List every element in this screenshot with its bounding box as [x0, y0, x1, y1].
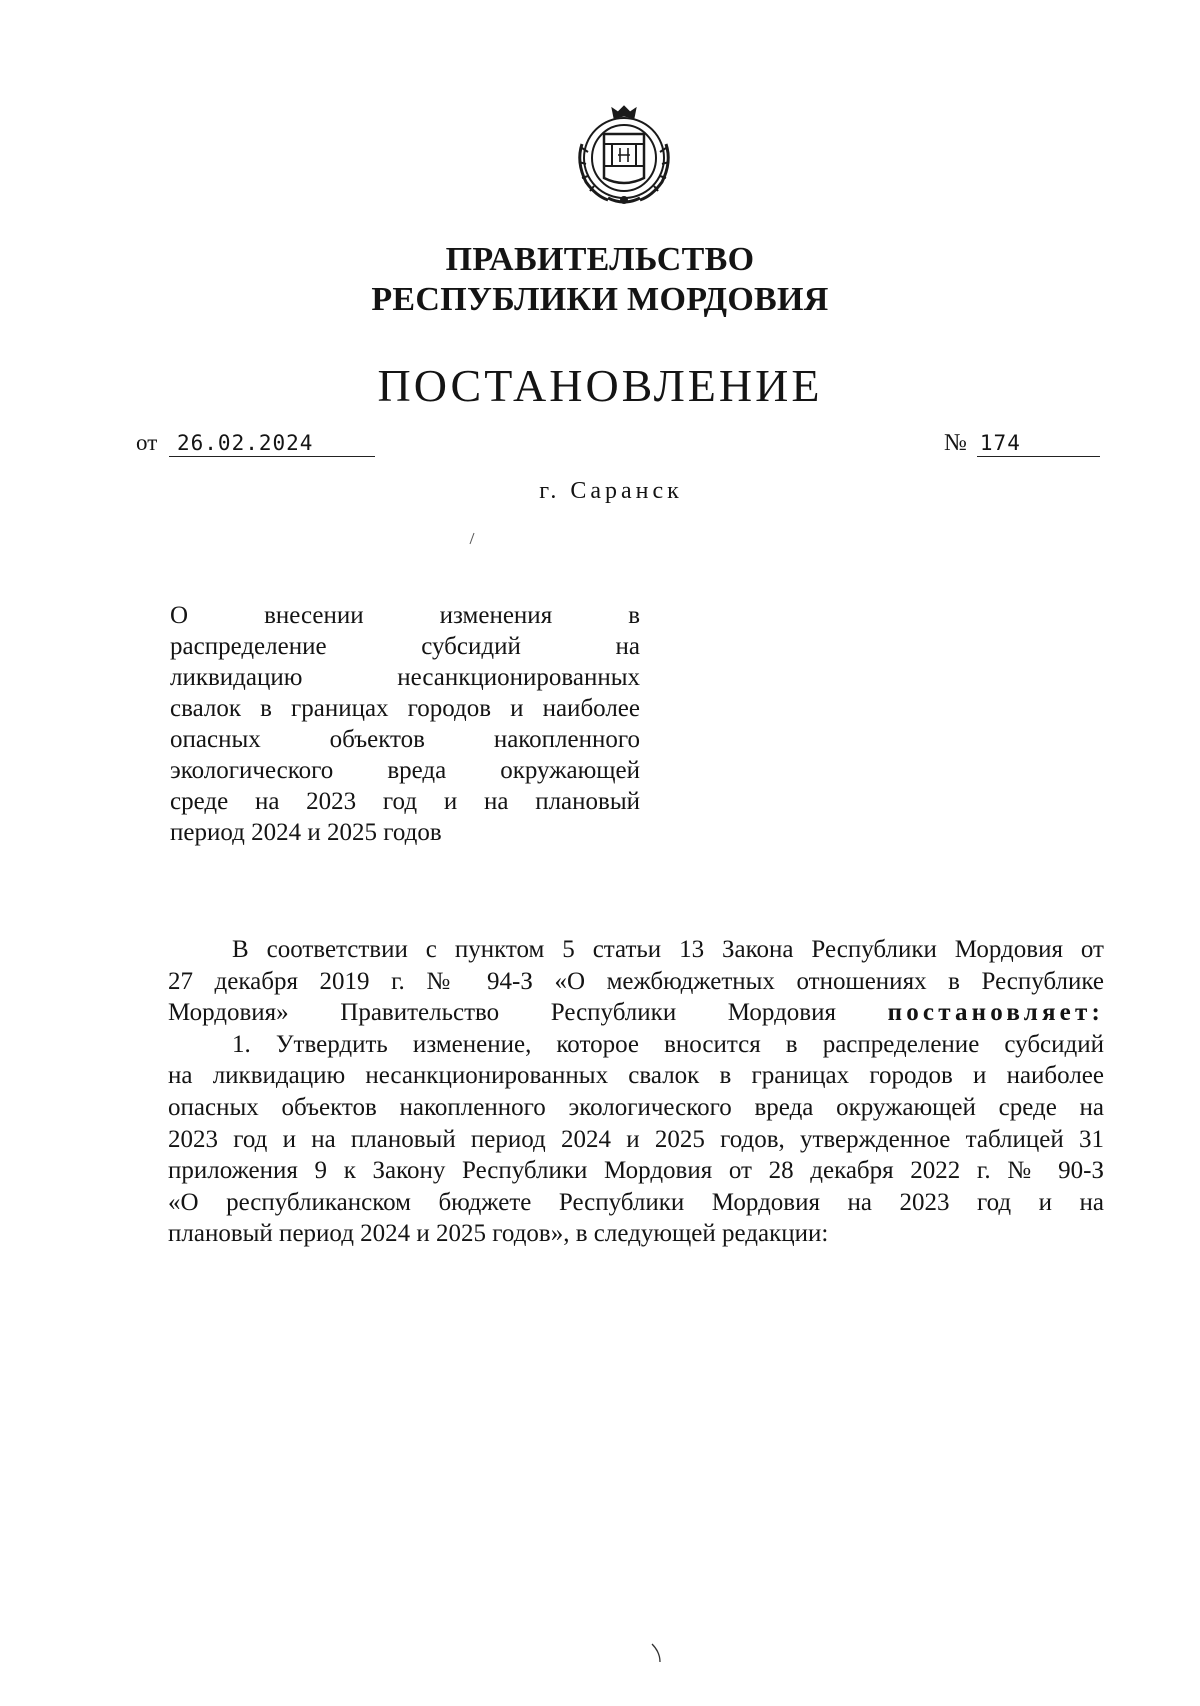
subject-word: накопленного — [493, 726, 641, 753]
body-line: 2023 год и на плановый период 2024 и 2025 годов, утвержденное таблицей 31 — [168, 1125, 1104, 1153]
resolution-keyword: постановляет: — [887, 999, 1104, 1027]
subject-line — [170, 817, 640, 848]
subject-word: субсидий — [421, 633, 521, 660]
document-body — [168, 934, 1104, 1250]
org-line-2: РЕСПУБЛИКИ МОРДОВИЯ — [371, 281, 829, 318]
body-line: опасных объектов накопленного экологического вреда окружающей среде на — [168, 1093, 1104, 1121]
body-line — [168, 997, 1104, 1029]
body-line: «О республиканском бюджете Республики Мордовия на 2023 год и на — [168, 1188, 1104, 1216]
body-line: приложения 9 к Закону Республики Мордовия от 28 декабря 2022 г. № 90-З — [168, 1157, 1104, 1185]
body-line: 1. Утвердить изменение, которое вносится в распределение субсидий — [232, 1030, 1104, 1058]
subject-word: окружающей — [500, 757, 640, 784]
document-subject — [170, 600, 640, 848]
scan-mark — [468, 532, 476, 546]
number-label: № — [944, 430, 967, 456]
subject-word: изменения — [439, 602, 553, 629]
subject-word: опасных — [170, 726, 261, 753]
subject-word: О — [170, 602, 189, 629]
subject-word: объектов — [329, 726, 425, 753]
subject-word: на — [254, 788, 280, 815]
subject-word: среде — [170, 788, 229, 815]
subject-line — [170, 631, 640, 662]
org-line-1: ПРАВИТЕЛЬСТВО — [445, 241, 755, 278]
subject-line — [170, 755, 640, 786]
subject-word: вреда — [387, 757, 447, 784]
body-line: плановый период 2024 и 2025 годов», в следующей редакции: — [168, 1220, 829, 1248]
subject-word: в — [628, 602, 641, 629]
subject-word: период 2024 и 2025 годов — [170, 819, 442, 846]
subject-word: несанкционированных — [397, 664, 640, 691]
subject-word: и — [443, 788, 458, 815]
subject-word: свалок в границах городов и наиболее — [170, 695, 640, 722]
coat-of-arms-icon — [568, 92, 680, 210]
subject-word: распределение — [170, 633, 327, 660]
subject-word: плановый — [535, 788, 640, 815]
subject-word: ликвидацию — [170, 664, 303, 691]
subject-word: на — [615, 633, 640, 660]
subject-line — [170, 600, 640, 631]
subject-word: 2023 год — [306, 788, 418, 815]
body-line: 27 декабря 2019 г. № 94-З «О межбюджетных отношениях в Республике — [168, 967, 1104, 995]
subject-line — [170, 786, 640, 817]
subject-line — [170, 662, 640, 693]
date-label: от — [136, 430, 158, 455]
body-line: В соответствии с пунктом 5 статьи 13 Закона Республики Мордовия от — [232, 936, 1104, 963]
number-value: 174 — [977, 430, 1100, 457]
body-text-fragment: Мордовия» Правительство Республики Мордовия — [168, 999, 836, 1027]
subject-word: на — [483, 788, 509, 815]
subject-line — [170, 693, 640, 724]
subject-word: внесении — [264, 602, 364, 629]
subject-line — [170, 724, 640, 755]
subject-word: экологического — [170, 757, 334, 784]
city-line: г. Саранск — [539, 478, 683, 504]
date-value: 26.02.2024 — [169, 430, 375, 457]
scan-mark — [650, 1642, 664, 1664]
date-field — [136, 428, 375, 458]
number-field — [944, 428, 1100, 458]
organization-name — [0, 240, 1200, 320]
body-line: на ликвидацию несанкционированных свалок в границах городов и наиболее — [168, 1062, 1104, 1090]
document-type-title: ПОСТАНОВЛЕНИЕ — [377, 360, 823, 411]
